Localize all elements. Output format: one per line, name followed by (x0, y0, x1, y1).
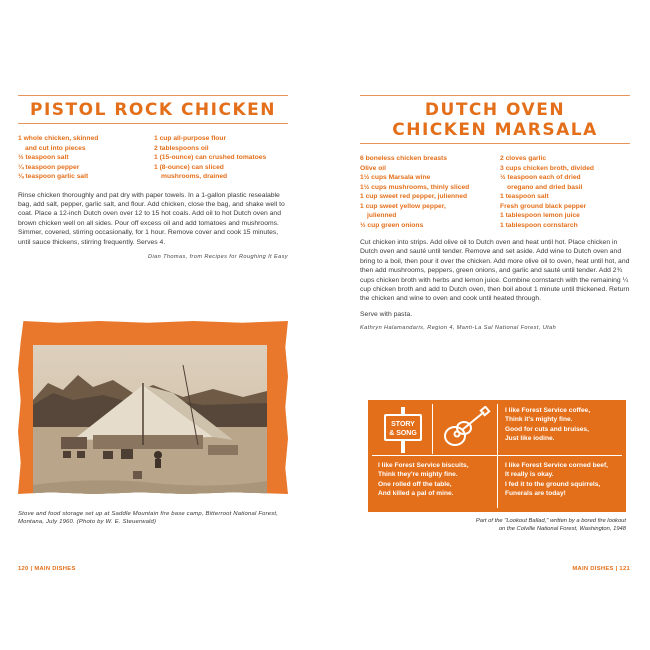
right-page (360, 78, 630, 572)
ballad-credit-line: Part of the "Lookout Ballad," written by a bored fire lookout (475, 518, 626, 524)
ingredient-item: 1 cup sweet yellow pepper, (360, 202, 446, 210)
story-song-box (368, 400, 626, 512)
verse-1 (505, 406, 590, 443)
ingredients-list (18, 134, 288, 182)
box-divider-vertical (497, 404, 498, 508)
title-rule-top (18, 95, 288, 96)
ingredient-item: mushrooms, drained (161, 173, 228, 180)
left-page (18, 78, 288, 572)
ingredient-item: 2 tablespoons oil (154, 144, 209, 152)
campsite-photo (33, 345, 267, 497)
verse-line: Think they're mighty fine. (378, 471, 458, 479)
verse-3 (505, 461, 608, 498)
ingredient-item: 1 (8-ounce) can sliced (154, 163, 224, 171)
ingredient-item: 2 cloves garlic (500, 155, 547, 162)
photo-frame (18, 321, 288, 494)
ingredient-item: 1 whole chicken, skinned (18, 135, 99, 142)
serving-note: Serve with pasta. (360, 310, 413, 318)
title-rule-bottom (18, 123, 288, 124)
box-divider-icons (432, 404, 433, 454)
ingredient-item: ½ teaspoon each of dried (500, 174, 581, 181)
recipe-credit: Kathryn Halamandaris, Region 4, Manti-La Sal National Forest, Utah (360, 325, 557, 332)
verse-line: And killed a pal of mine. (378, 489, 454, 497)
verse-line: I like Forest Service coffee, (505, 407, 591, 414)
verse-line: It really is okay. (505, 471, 554, 479)
ingredient-item: 1 cup all-purpose flour (154, 135, 227, 142)
guitar-icon (440, 406, 492, 450)
ingredient-item: Olive oil (360, 164, 387, 172)
ballad-credit (368, 518, 626, 534)
title-rule-top (360, 95, 630, 96)
verse-line: One rolled off the table, (378, 480, 452, 488)
page-footer-right: MAIN DISHES | 121 (572, 566, 630, 572)
recipe-title-line-1: DUTCH OVEN (424, 100, 566, 120)
ingredient-item: ½ teaspoon salt (18, 154, 69, 161)
ingredient-item: ¼ teaspoon pepper (18, 163, 80, 171)
ingredients-column-1 (360, 154, 500, 230)
verse-line: I like Forest Service biscuits, (378, 462, 469, 469)
verse-line: Just like iodine. (505, 434, 555, 442)
verse-line: Funerals are today! (505, 489, 566, 497)
ingredient-item: ⅛ teaspoon garlic salt (18, 173, 89, 180)
verse-line: Think it's mighty fine. (505, 416, 573, 424)
recipe-directions: Rinse chicken thoroughly and pat dry with paper towels. In a 1-gallon plastic resealable bag, add salt, pepper, garlic salt, and flour. Add chicken, close the bag, and shake well to coat. Place a 12-inch Dutch oven over 12 to 15 hot coals. Add oil to hot Dutch oven and brown chicken well on all sides. Pour off excess oil and add tomatoes and mushrooms. Simmer, covered, stirring occasionally, for 1 hour. Remove cover and cook 15 minutes, until sauce thickens, stirring frequently. Serves 4. (18, 191, 285, 246)
verse-line: Good for cuts and bruises, (505, 425, 589, 433)
verse-line: I fed it to the ground squirrels, (505, 480, 601, 488)
ingredient-item: 3 cups chicken broth, divided (500, 164, 595, 172)
ingredients-column-2 (500, 154, 594, 230)
recipe-directions: Cut chicken into strips. Add olive oil to Dutch oven and heat until hot. Place chicken in Dutch oven and sauté until tender. Remove and set aside. Add wine to Dutch oven and bring to a boil, then pour it over the chicken. Add more olive oil to oven, heat until hot, and then add mushrooms, peppers, green onions, and garlic and sauté until tender. Add 2¾ cups chicken broth with herbs and lemon juice. Combine cornstarch with the remaining ¼ cup chicken broth and add to Dutch oven, then boil about 1 minute until thickened. Return the chicken and wine to oven and cook until heated through. (360, 239, 630, 303)
title-rule-bottom (360, 143, 630, 144)
ingredients-column-2 (154, 134, 266, 182)
ingredient-item: oregano and dried basil (507, 183, 583, 191)
box-divider-horizontal (372, 455, 622, 456)
ingredient-item: and cut into pieces (25, 144, 86, 152)
ingredient-item: 1 (15-ounce) can crushed tomatoes (154, 154, 267, 161)
ballad-credit-line: on the Colville National Forest, Washington, 1948 (498, 525, 626, 532)
sign-text-story: STORY (391, 421, 415, 428)
photo-caption: Stove and food storage set up at Saddle Mountain fire base camp, Bitterroot National Forest, Montana, July 1960. (Photo by W. E. Steuerwald) (18, 511, 279, 525)
ingredient-item: 6 boneless chicken breasts (360, 155, 447, 162)
page-footer-left: 120 | MAIN DISHES (18, 566, 76, 572)
ingredient-item: 1 tablespoon lemon juice (500, 212, 580, 219)
ingredient-item: 1½ cups mushrooms, thinly sliced (360, 183, 470, 191)
verse-2 (378, 461, 469, 498)
ingredient-item: julienned (367, 212, 397, 219)
ingredients-list (360, 154, 630, 230)
ingredient-item: 1 tablespoon cornstarch (500, 221, 578, 229)
ingredients-column-1 (18, 134, 154, 182)
verse-line: I like Forest Service corned beef, (505, 462, 608, 469)
sign-text-song: & SONG (389, 430, 417, 437)
ingredient-item: Fresh ground black pepper (500, 202, 587, 210)
ingredient-item: 1 teaspoon salt (500, 193, 549, 200)
signpost-icon (378, 405, 428, 453)
ingredient-item: 1 cup sweet red pepper, julienned (360, 193, 468, 200)
recipe-credit: Dian Thomas, from Recipes for Roughing It Easy (148, 253, 288, 260)
recipe-title-line-2: CHICKEN MARSALA (392, 120, 598, 140)
ingredient-item: 1½ cups Marsala wine (360, 174, 431, 181)
recipe-title: PISTOL ROCK CHICKEN (30, 100, 276, 120)
ingredient-item: ½ cup green onions (360, 221, 424, 229)
